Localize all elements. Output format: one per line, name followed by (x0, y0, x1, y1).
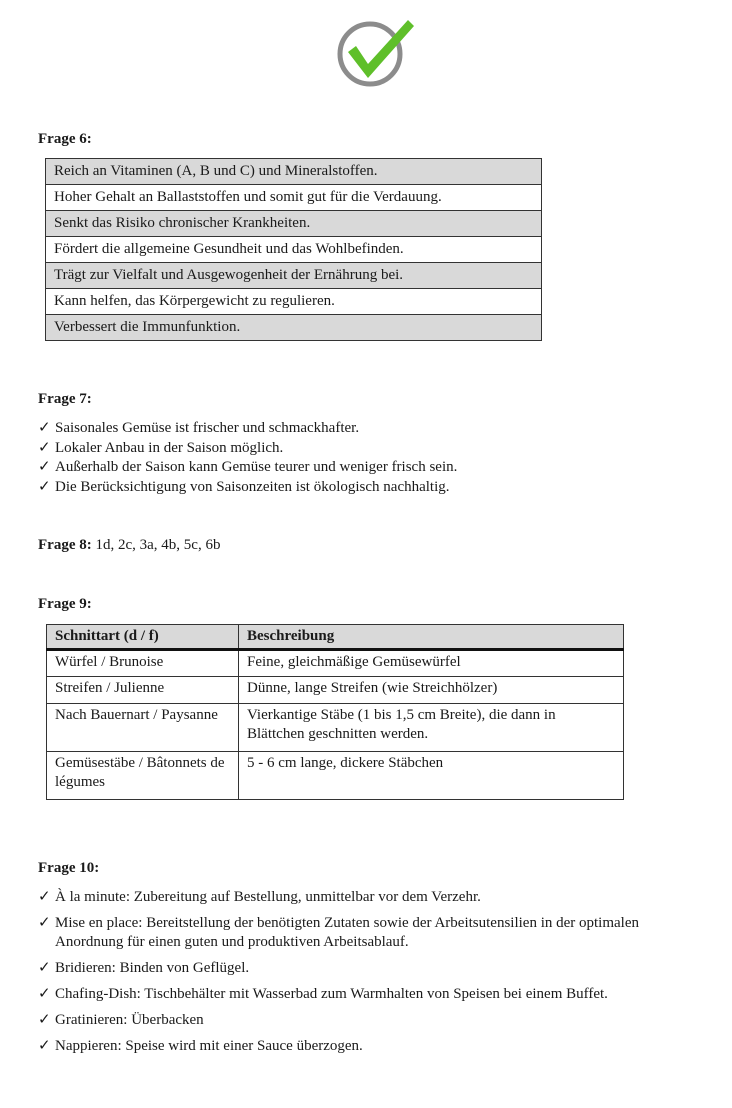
table-cell: Trägt zur Vielfalt und Ausgewogenheit der Ernährung bei. (46, 263, 542, 289)
list-item-text: Außerhalb der Saison kann Gemüse teurer und weniger frisch sein. (55, 459, 458, 475)
list-item-text: À la minute: Zubereitung auf Bestellung, unmittelbar vor dem Verzehr. (55, 889, 481, 905)
list-item-text: Bridieren: Binden von Geflügel. (55, 960, 250, 976)
table-header-cell: Schnittart (d / f) (47, 625, 239, 650)
check-icon: ✓ (38, 1012, 51, 1028)
check-icon: ✓ (38, 915, 51, 931)
table-cell: Reich an Vitaminen (A, B und C) und Mineralstoffen. (46, 159, 542, 185)
check-icon: ✓ (38, 1038, 51, 1054)
table-cell: Kann helfen, das Körpergewicht zu regulieren. (46, 289, 542, 315)
table-cell: Vierkantige Stäbe (1 bis 1,5 cm Breite), die dann in Blättchen geschnitten werden. (239, 704, 624, 752)
question-8-title: Frage 8: (38, 537, 92, 553)
question-10-title: Frage 10: (38, 860, 100, 876)
table-cell: Feine, gleichmäßige Gemüsewürfel (239, 650, 624, 677)
question-7-list (38, 419, 457, 497)
table-row (46, 211, 542, 237)
table-cell: Würfel / Brunoise (47, 650, 239, 677)
question-10-list (38, 888, 708, 1063)
table-cell: Hoher Gehalt an Ballaststoffen und somit gut für die Verdauung. (46, 185, 542, 211)
table-row (47, 752, 624, 800)
list-item (38, 478, 457, 498)
list-item (38, 439, 457, 459)
list-item (38, 959, 708, 978)
table-row (47, 650, 624, 677)
list-item-text: Chafing-Dish: Tischbehälter mit Wasserbad zum Warmhalten von Speisen bei einem Buffet. (55, 986, 608, 1002)
table-cell: Dünne, lange Streifen (wie Streichhölzer) (239, 677, 624, 704)
table-row (47, 704, 624, 752)
check-icon: ✓ (38, 459, 51, 475)
list-item (38, 1011, 708, 1030)
table-cell: Gemüsestäbe / Bâtonnets de légumes (47, 752, 239, 800)
check-icon: ✓ (38, 986, 51, 1002)
table-cell: Fördert die allgemeine Gesundheit und das Wohlbefinden. (46, 237, 542, 263)
table-cell: Streifen / Julienne (47, 677, 239, 704)
list-item-text: Nappieren: Speise wird mit einer Sauce überzogen. (55, 1038, 363, 1054)
question-9-table (46, 624, 624, 800)
table-row (46, 289, 542, 315)
list-item-text: Die Berücksichtigung von Saisonzeiten ist ökologisch nachhaltig. (55, 478, 450, 495)
table-cell: Nach Bauernart / Paysanne (47, 704, 239, 752)
list-item-text: Gratinieren: Überbacken (55, 1012, 204, 1028)
question-6-table (45, 158, 542, 341)
check-icon: ✓ (38, 960, 51, 976)
table-header-row (47, 625, 624, 650)
question-8 (38, 537, 220, 554)
list-item (38, 419, 457, 439)
list-item (38, 888, 708, 907)
list-item-text: Lokaler Anbau in der Saison möglich. (55, 439, 284, 456)
table-row (46, 263, 542, 289)
table-cell: 5 - 6 cm lange, dickere Stäbchen (239, 752, 624, 800)
question-6-title: Frage 6: (38, 131, 92, 147)
check-icon: ✓ (38, 478, 51, 495)
table-cell: Verbessert die Immunfunktion. (46, 315, 542, 341)
table-row (46, 159, 542, 185)
list-item (38, 914, 708, 952)
table-row (46, 315, 542, 341)
table-cell: Senkt das Risiko chronischer Krankheiten. (46, 211, 542, 237)
check-icon: ✓ (38, 420, 51, 436)
list-item-text: Saisonales Gemüse ist frischer und schmackhafter. (55, 420, 360, 436)
check-icon: ✓ (38, 439, 51, 456)
list-item-text: Mise en place: Bereitstellung der benötigten Zutaten sowie der Arbeitsutensilien in der optimalen Anordnung für einen guten und produktiven Arbeitsablauf. (55, 915, 640, 950)
checkmark-circle-icon (334, 14, 418, 88)
question-8-answer: 1d, 2c, 3a, 4b, 5c, 6b (95, 537, 221, 553)
question-7-title: Frage 7: (38, 391, 92, 407)
list-item (38, 458, 457, 478)
table-header-cell: Beschreibung (239, 625, 624, 650)
question-9-title: Frage 9: (38, 596, 92, 612)
table-row (47, 677, 624, 704)
list-item (38, 985, 708, 1004)
table-row (46, 237, 542, 263)
table-row (46, 185, 542, 211)
list-item (38, 1037, 708, 1056)
check-icon: ✓ (38, 889, 51, 905)
